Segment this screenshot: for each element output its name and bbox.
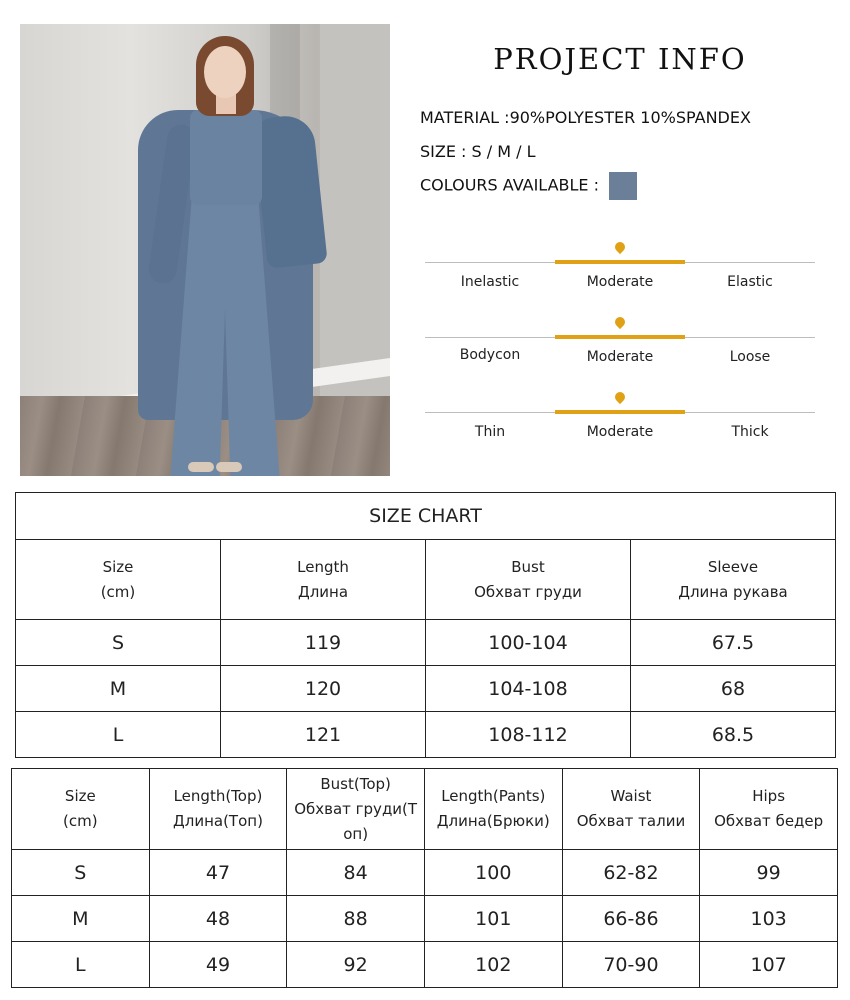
header-waist: Waist Обхват талии [562, 769, 700, 850]
cell-waist: 70-90 [562, 942, 700, 988]
colours-label: COLOURS AVAILABLE : [420, 175, 599, 195]
cell-length-pants: 100 [424, 850, 562, 896]
cell-length-pants: 101 [424, 896, 562, 942]
scale-highlight [555, 410, 685, 414]
header-length-top: Length(Top) Длина(Топ) [149, 769, 287, 850]
cell-waist: 62-82 [562, 850, 700, 896]
scale-right-label: Thick [731, 424, 769, 440]
size-text: SIZE : S / M / L [420, 142, 536, 161]
header-sleeve: Sleeve Длина рукава [631, 540, 836, 620]
cell-hips: 107 [700, 942, 838, 988]
header-hips: Hips Обхват бедер [700, 769, 838, 850]
cell-length-top: 47 [149, 850, 287, 896]
cell-bust-top: 88 [287, 896, 425, 942]
cell-size: M [16, 666, 221, 712]
scale-right-label: Loose [729, 349, 771, 365]
cell-length: 121 [221, 712, 426, 758]
scale-middle-label: Moderate [586, 349, 654, 365]
cell-bust: 100-104 [426, 620, 631, 666]
elasticity-scale [425, 248, 815, 288]
size-chart-title: SIZE CHART [16, 493, 836, 540]
colour-swatch[interactable] [609, 172, 637, 200]
header-size: Size (cm) [16, 540, 221, 620]
cell-bust: 104-108 [426, 666, 631, 712]
cell-size: M [12, 896, 150, 942]
project-info-title: PROJECT INFO [493, 42, 747, 76]
header-bust: Bust Обхват груди [426, 540, 631, 620]
size-chart-table [15, 492, 836, 758]
fit-scale [425, 323, 815, 363]
table-row [16, 712, 836, 758]
cell-size: L [12, 942, 150, 988]
cell-hips: 99 [700, 850, 838, 896]
thickness-scale [425, 398, 815, 438]
scale-right-label: Elastic [727, 274, 773, 290]
scale-highlight [555, 335, 685, 339]
cell-length-top: 48 [149, 896, 287, 942]
cell-length-pants: 102 [424, 942, 562, 988]
header-bust-top: Bust(Top) Обхват груди(Т оп) [287, 769, 425, 850]
location-pin-icon [613, 390, 627, 404]
cell-size: L [16, 712, 221, 758]
colours-row [420, 172, 637, 200]
scale-highlight [555, 260, 685, 264]
cell-size: S [12, 850, 150, 896]
table-row [12, 896, 838, 942]
scale-left-label: Inelastic [460, 274, 520, 290]
location-pin-icon [613, 315, 627, 329]
cell-length-top: 49 [149, 942, 287, 988]
scale-middle-label: Moderate [586, 274, 654, 290]
cell-sleeve: 68 [631, 666, 836, 712]
table-row [12, 850, 838, 896]
scale-left-label: Bodycon [459, 347, 521, 363]
cell-size: S [16, 620, 221, 666]
scale-left-label: Thin [474, 424, 506, 440]
cell-bust-top: 92 [287, 942, 425, 988]
cell-bust-top: 84 [287, 850, 425, 896]
cell-sleeve: 67.5 [631, 620, 836, 666]
set-size-table [11, 768, 838, 988]
table-row [12, 942, 838, 988]
product-photo [20, 24, 390, 476]
header-length: Length Длина [221, 540, 426, 620]
location-pin-icon [613, 240, 627, 254]
scale-middle-label: Moderate [586, 424, 654, 440]
table-row [16, 666, 836, 712]
table-row [16, 620, 836, 666]
cell-bust: 108-112 [426, 712, 631, 758]
cell-length: 119 [221, 620, 426, 666]
cell-sleeve: 68.5 [631, 712, 836, 758]
material-text: MATERIAL :90%POLYESTER 10%SPANDEX [420, 108, 751, 127]
cell-waist: 66-86 [562, 896, 700, 942]
header-size: Size (cm) [12, 769, 150, 850]
cell-length: 120 [221, 666, 426, 712]
cell-hips: 103 [700, 896, 838, 942]
header-length-pants: Length(Pants) Длина(Брюки) [424, 769, 562, 850]
